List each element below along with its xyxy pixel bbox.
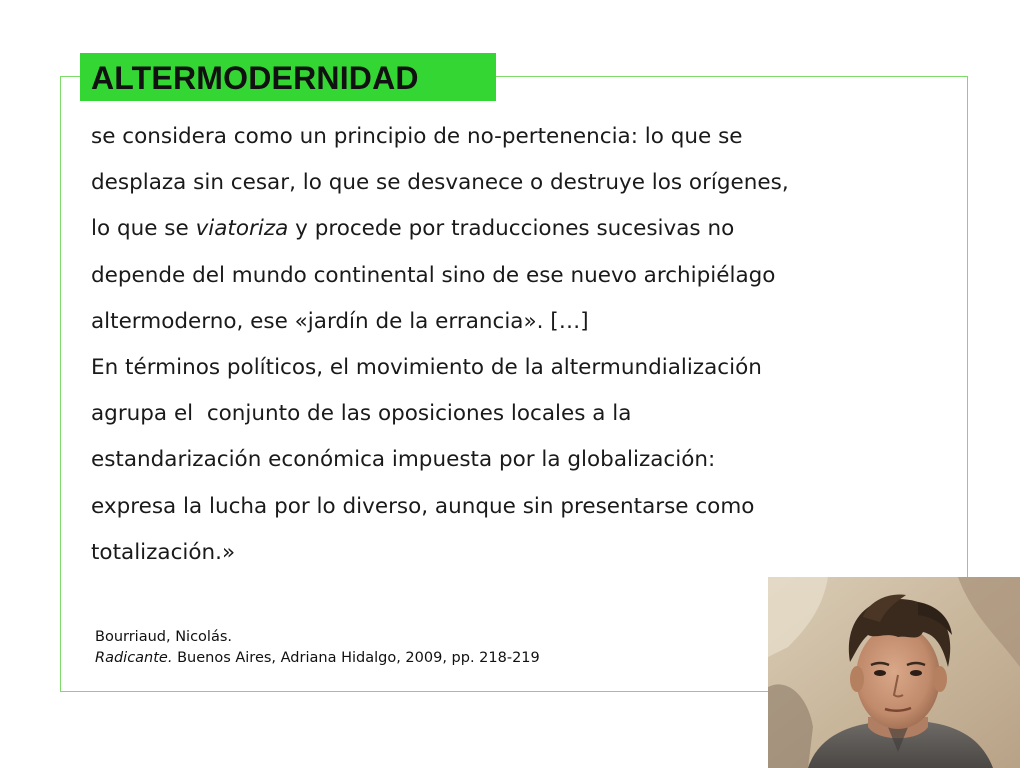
citation-book-title: Radicante. [95, 650, 173, 666]
citation [95, 627, 540, 669]
portrait-illustration [768, 577, 1020, 768]
quote-line-segment: lo que se [91, 216, 196, 242]
quote-line: estandarización económica impuesta por la globalización: [91, 447, 716, 473]
quote-emphasis: viatoriza [195, 216, 289, 242]
quote-line: En términos políticos, el movimiento de la altermundialización [91, 355, 762, 381]
slide-title: ALTERMODERNIDAD [80, 53, 496, 101]
citation-publication: Buenos Aires, Adriana Hidalgo, 2009, pp. 218-219 [172, 650, 540, 666]
quote-line: expresa la lucha por lo diverso, aunque sin presentarse como [91, 493, 755, 519]
citation-author: Bourriaud, Nicolás. [95, 629, 232, 645]
quote-line: desplaza sin cesar, lo que se desvanece o destruye los orígenes, [91, 170, 789, 196]
quote-line: altermoderno, ese «jardín de la errancia». […] [91, 308, 589, 334]
quote-line: se considera como un principio de no-pertenencia: lo que se [91, 124, 743, 149]
quote-line: depende del mundo continental sino de ese nuevo archipiélago [91, 262, 776, 288]
quote-line: totalización.» [91, 539, 236, 565]
quote-line [91, 206, 961, 252]
quote-line: agrupa el conjunto de las oposiciones locales a la [91, 401, 632, 427]
author-portrait-photo [768, 577, 1020, 768]
quote-line-segment: y procede por traducciones sucesivas no [288, 216, 735, 242]
citation-source [95, 648, 540, 669]
quote-text [91, 114, 961, 576]
